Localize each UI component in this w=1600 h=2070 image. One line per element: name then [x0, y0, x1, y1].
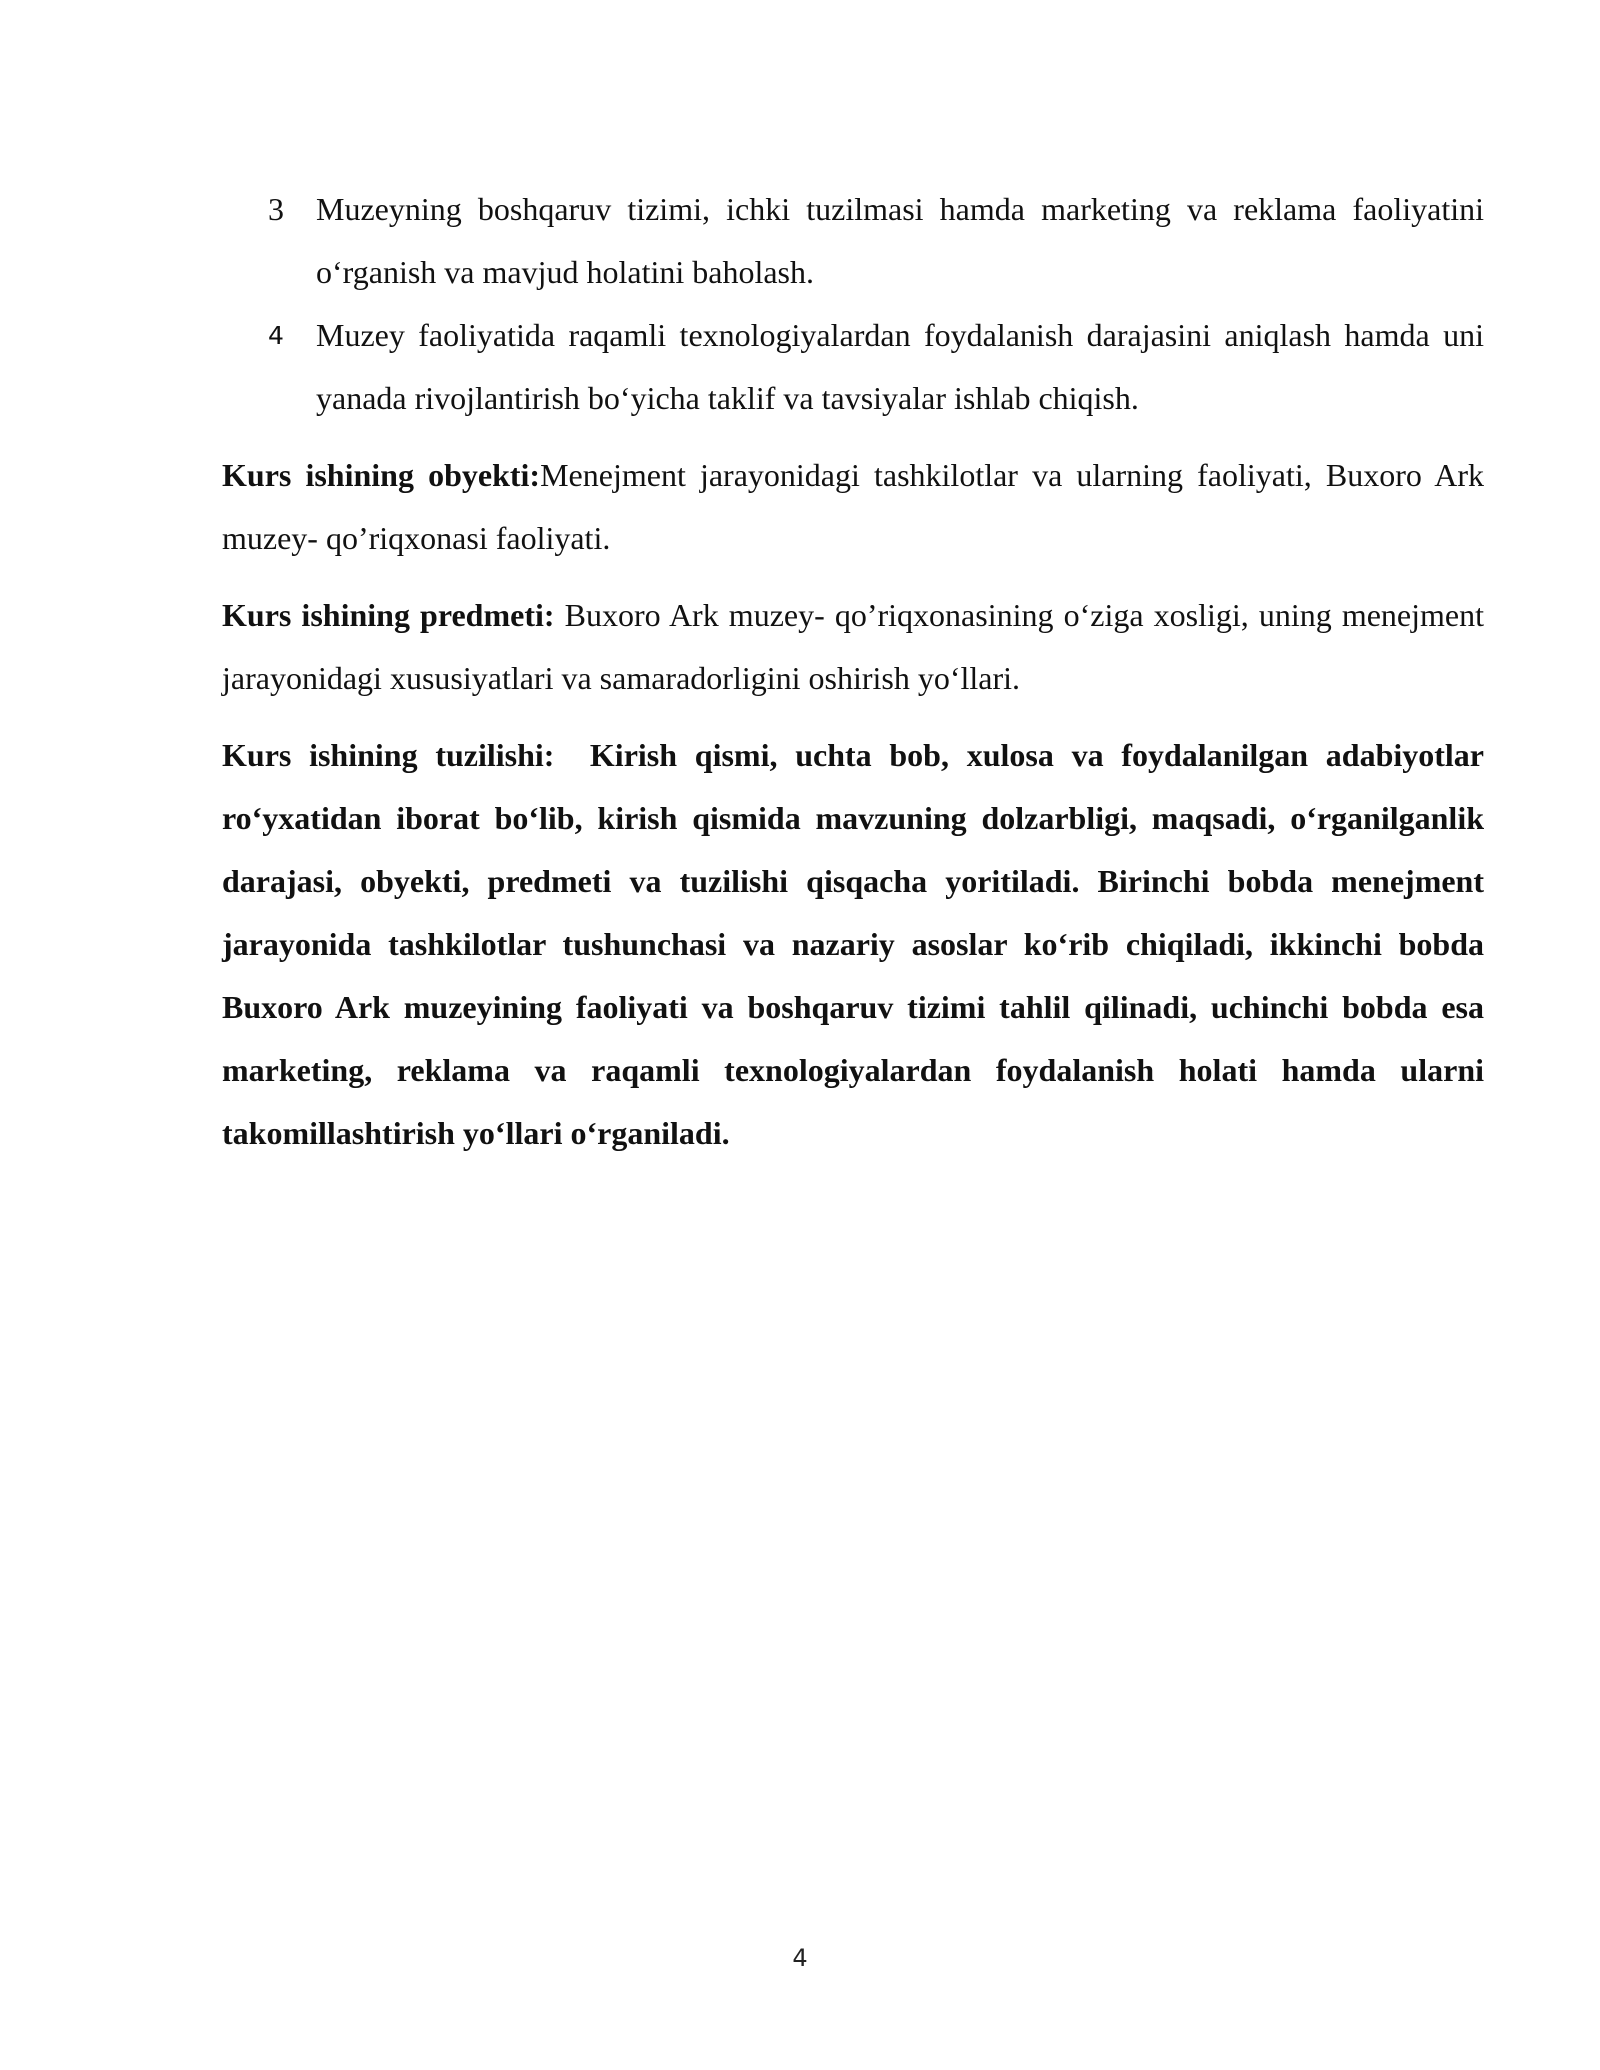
list-number: 4: [268, 321, 284, 350]
object-label: Kurs ishining obyekti:: [222, 457, 541, 493]
page-number: 4: [792, 1944, 808, 1972]
list-item-text: Muzey faoliyatida raqamli texnologiyalardan foydalanish darajasini aniqlash hamda uni yanada rivojlantirish bo‘yicha taklif va tavsiyalar ishlab chiqish.: [316, 317, 1484, 416]
object-text: Menejment jarayonidagi tashkilotlar va ularning faoliyati, Buxoro Ark muzey- qo’riqxonasi faoliyati.: [222, 457, 1485, 556]
structure-text: Kirish qismi, uchta bob, xulosa va foydalanilgan adabiyotlar ro‘yxatidan iborat bo‘lib, kirish qismida mavzuning dolzarbligi, maqsadi, o‘rganilganlik darajasi, obyekti, predmeti va tuzilishi qisqacha yoritiladi. Birinchi bobda menejment jarayonida tashkilotlar tushunchasi va nazariy asoslar ko‘rib chiqiladi, ikkinchi bobda Buxoro Ark muzeyining faoliyati va boshqaruv tizimi tahlil qilinadi, uchinchi bobda esa marketing, reklama va raqamli texnologiyalardan foydalanish holati hamda ularni takomillashtirish yo‘llari o‘rganiladi.: [222, 737, 1493, 1151]
subject-text: Buxoro Ark muzey- qo’riqxonasining o‘ziga xosligi, uning menejment jarayonidagi xususiyatlari va samaradorligini oshirish yo‘llari.: [222, 597, 1485, 696]
subject-paragraph: [222, 584, 1484, 710]
subject-label: Kurs ishining predmeti:: [222, 597, 555, 633]
list-item-3: [222, 178, 1484, 304]
page-content: [222, 178, 1493, 1165]
list-item-text: Muzeyning boshqaruv tizimi, ichki tuzilmasi hamda marketing va reklama faoliyatini o‘rganish va mavjud holatini baholash.: [316, 191, 1484, 290]
list-number: 3: [268, 191, 284, 227]
list-item-4: [222, 304, 1484, 430]
object-paragraph: [222, 444, 1484, 570]
structure-label: Kurs ishining tuzilishi:: [222, 737, 555, 773]
structure-paragraph: [222, 724, 1493, 1165]
